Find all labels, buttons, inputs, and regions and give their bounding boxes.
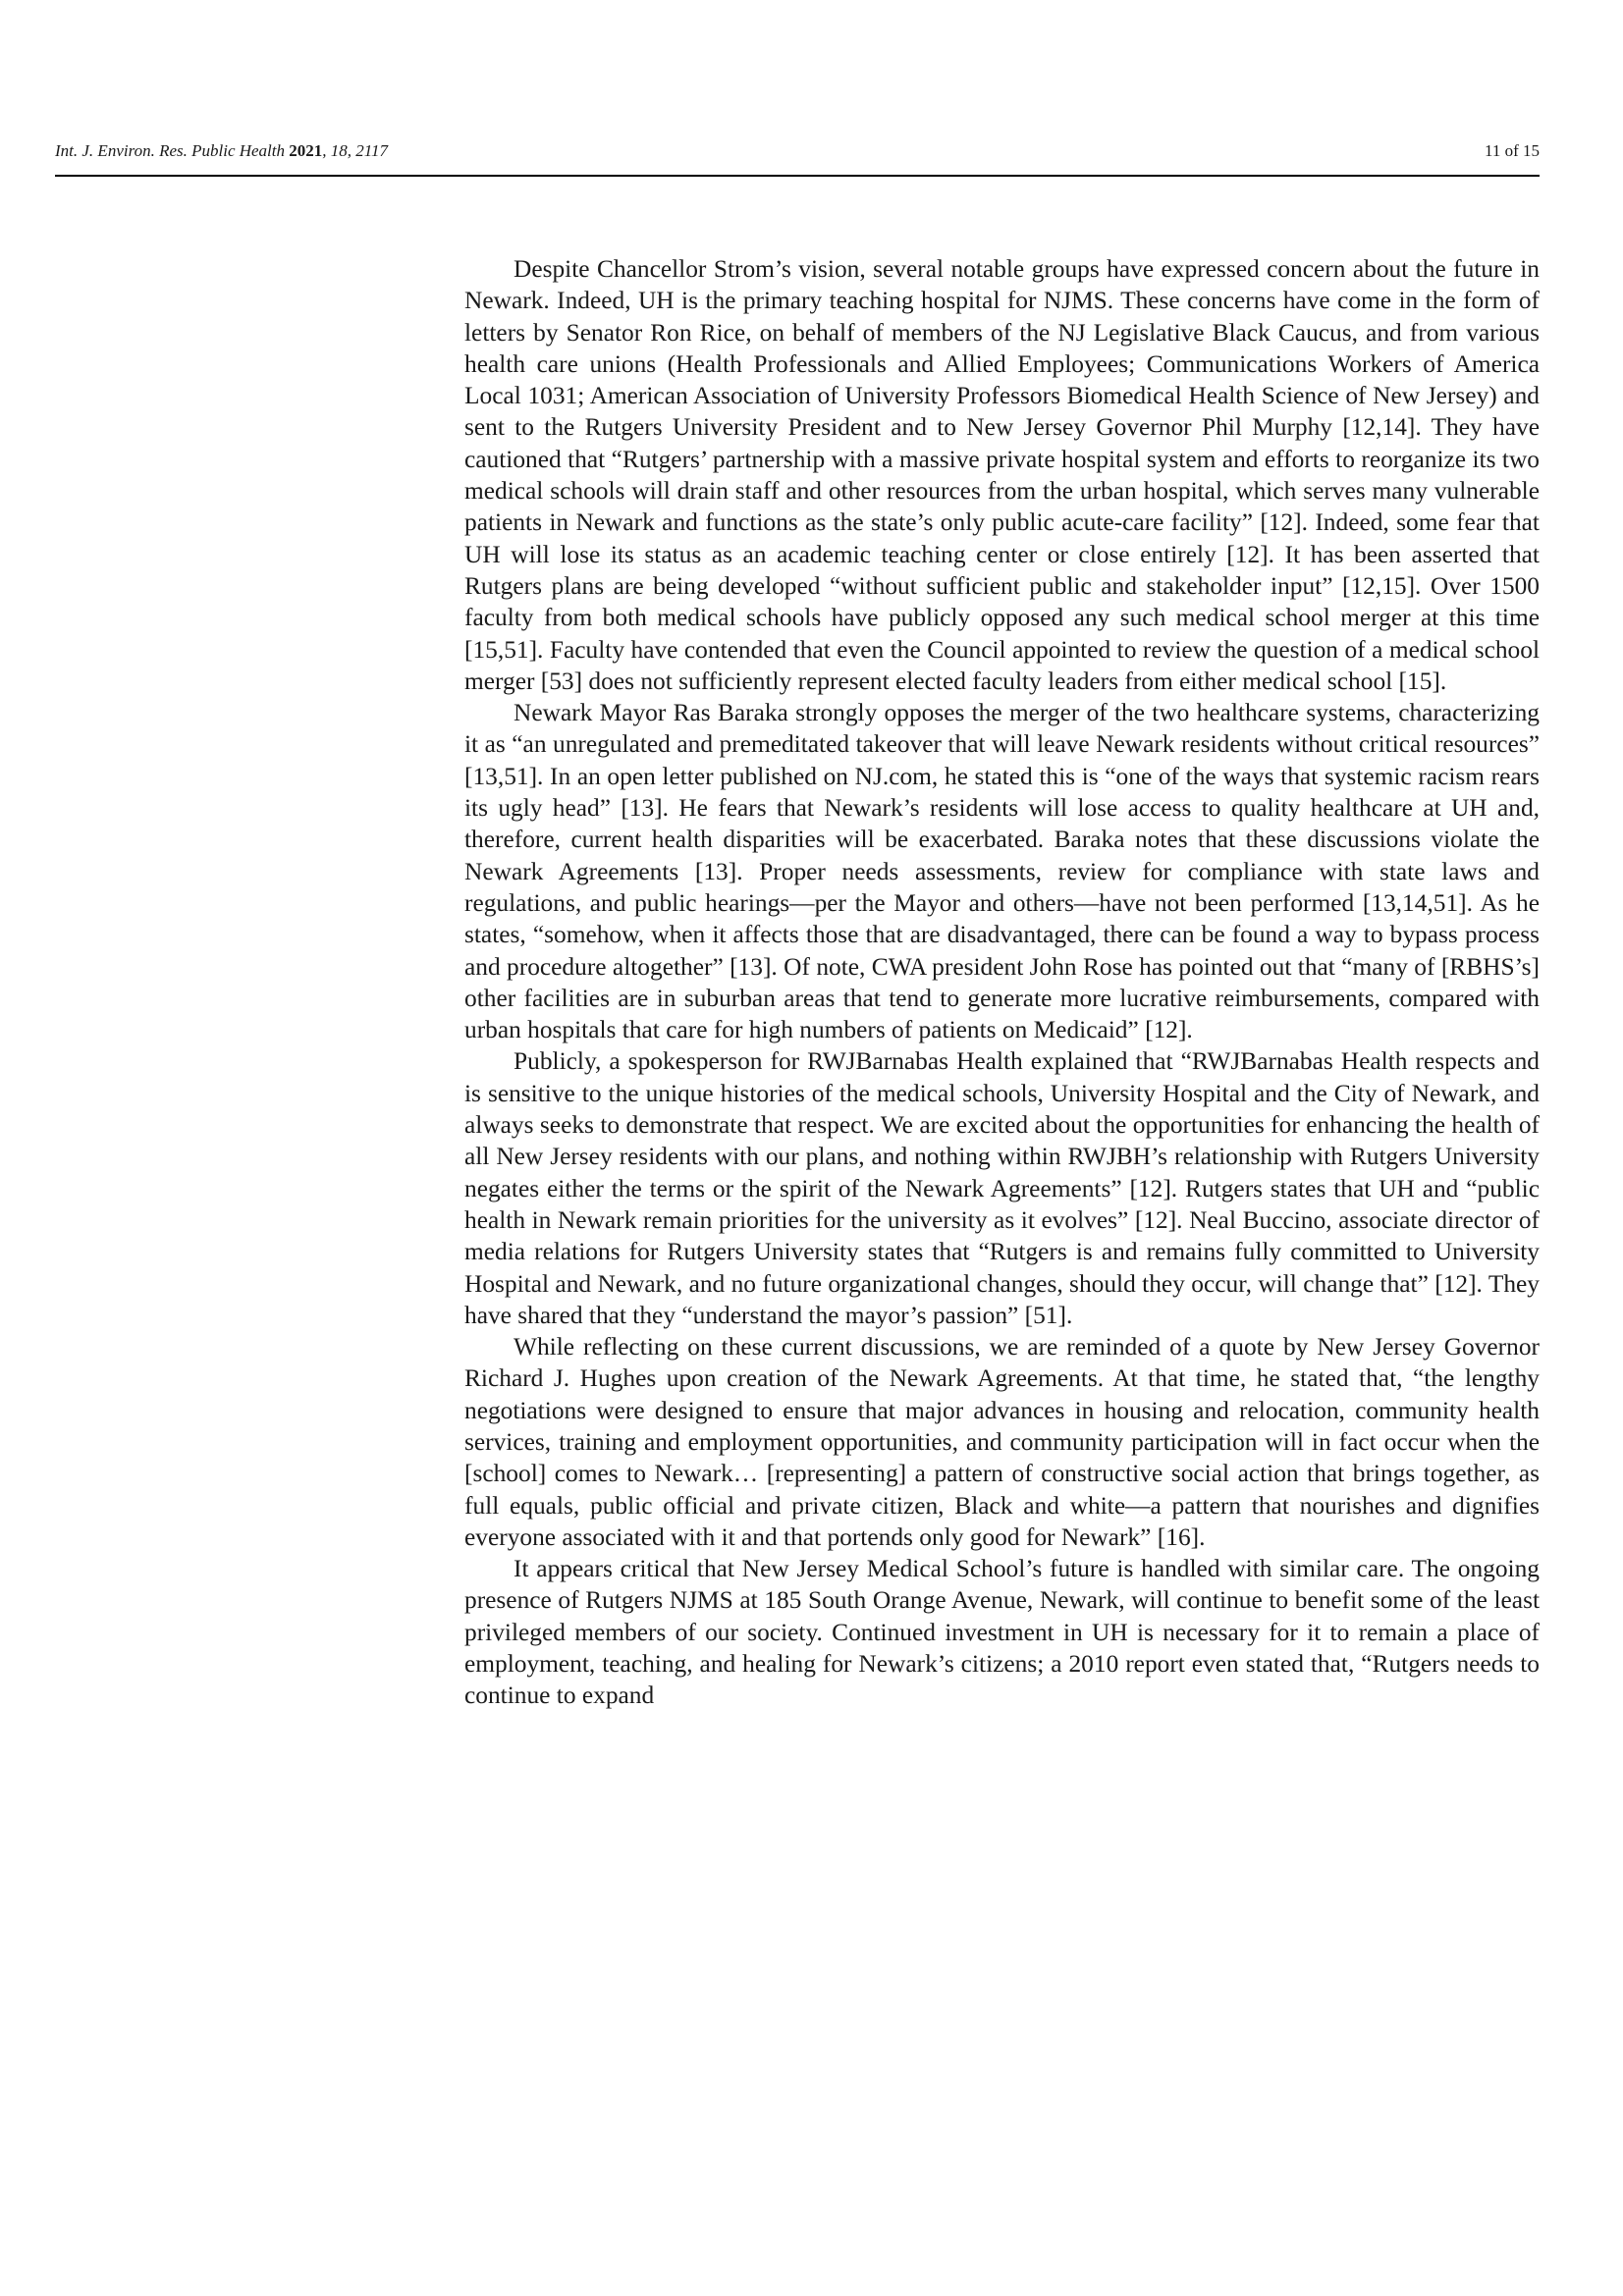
journal-volume-article: , 18, 2117 bbox=[322, 141, 389, 160]
paragraph: It appears critical that New Jersey Medical School’s future is handled with similar care. The ongoing presence of Rutgers NJMS at 185 South Orange Avenue, Newark, will continue to benefit some of the least privileged members of our society. Continued investment in UH is necessary for it to remain a place of employment, teaching, and healing for Newark’s citizens; a 2010 report even stated that, “Rutgers needs to continue to expand bbox=[464, 1555, 1540, 1710]
article-body bbox=[464, 253, 1540, 1712]
paragraph: Despite Chancellor Strom’s vision, several notable groups have expressed concern about the future in Newark. Indeed, UH is the primary teaching hospital for NJMS. These concerns have come in the form of letters by Senator Ron Rice, on behalf of members of the NJ Legislative Black Caucus, and from various health care unions (Health Professionals and Allied Employees; Communications Workers of America Local 1031; American Association of University Professors Biomedical Health Science of New Jersey) and sent to the Rutgers University President and to New Jersey Governor Phil Murphy [12,14]. They have cautioned that “Rutgers’ partnership with a massive private hospital system and efforts to reorganize its two medical schools will drain staff and other resources from the urban hospital, which serves many vulnerable patients in Newark and functions as the state’s only public acute-care facility” [12]. Indeed, some fear that UH will lose its status as an academic teaching center or close entirely [12]. It has been asserted that Rutgers plans are being developed “without sufficient public and stakeholder input” [12,15]. Over 1500 faculty from both medical schools have publicly opposed any such medical school merger at this time [15,51]. Faculty have contended that even the Council appointed to review the question of a medical school merger [53] does not sufficiently represent elected faculty leaders from either medical school [15]. bbox=[464, 255, 1540, 695]
paragraph: Publicly, a spokesperson for RWJBarnabas Health explained that “RWJBarnabas Health respects and is sensitive to the unique histories of the medical schools, University Hospital and the City of Newark, and always seeks to demonstrate that respect. We are excited about the opportunities for enhancing the health of all New Jersey residents with our plans, and nothing within RWJBH’s relationship with Rutgers University negates either the terms or the spirit of the Newark Agreements” [12]. Rutgers states that UH and “public health in Newark remain priorities for the university as it evolves” [12]. Neal Buccino, associate director of media relations for Rutgers University states that “Rutgers is and remains fully committed to University Hospital and Newark, and no future organizational changes, should they occur, will change that” [12]. They have shared that they “understand the mayor’s passion” [51]. bbox=[464, 1047, 1540, 1329]
paragraph: Newark Mayor Ras Baraka strongly opposes the merger of the two healthcare systems, characterizing it as “an unregulated and premeditated takeover that will leave Newark residents without critical resources” [13,51]. In an open letter published on NJ.com, he stated this is “one of the ways that systemic racism rears its ugly head” [13]. He fears that Newark’s residents will lose access to quality healthcare at UH and, therefore, current health disparities will be exacerbated. Baraka notes that these discussions violate the Newark Agreements [13]. Proper needs assessments, review for compliance with state laws and regulations, and public hearings—per the Mayor and others—have not been performed [13,14,51]. As he states, “somehow, when it affects those that are disadvantaged, there can be found a way to bypass process and procedure altogether” [13]. Of note, CWA president John Rose has pointed out that “many of [RBHS’s] other facilities are in suburban areas that tend to generate more lucrative reimbursements, compared with urban hospitals that care for high numbers of patients on Medicaid” [12]. bbox=[464, 699, 1540, 1044]
journal-abbrev: Int. J. Environ. Res. Public Health bbox=[55, 141, 286, 160]
journal-citation bbox=[55, 141, 388, 161]
page-number: 11 of 15 bbox=[1484, 141, 1540, 160]
journal-year: 2021 bbox=[289, 141, 323, 160]
paragraph: While reflecting on these current discussions, we are reminded of a quote by New Jersey Governor Richard J. Hughes upon creation of the Newark Agreements. At that time, he stated that, “the lengthy negotiations were designed to ensure that major advances in housing and relocation, community health services, training and employment opportunities, and community participation will in fact occur when the [school] comes to Newark… [representing] a pattern of constructive social action that brings together, as full equals, public official and private citizen, Black and white—a pattern that nourishes and dignifies everyone associated with it and that portends only good for Newark” [16]. bbox=[464, 1333, 1540, 1551]
running-header bbox=[55, 135, 1540, 177]
